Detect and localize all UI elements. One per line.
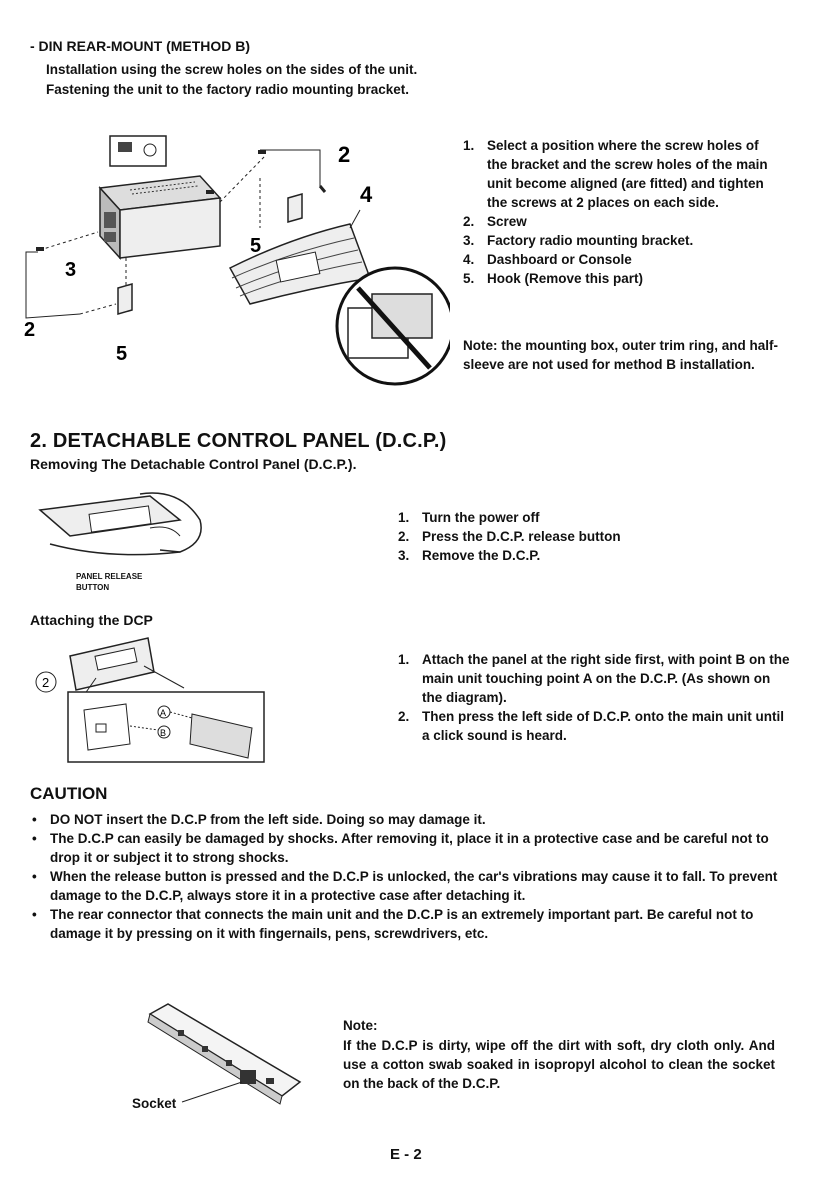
hook-right	[288, 194, 302, 222]
page-number: E - 2	[390, 1146, 422, 1163]
attaching-diagram	[30, 634, 270, 772]
dcp-remove-step: 1. Turn the power off	[398, 510, 540, 525]
label-3: 3	[65, 259, 77, 281]
removing-diagram	[30, 490, 220, 570]
top-panel-detail	[118, 142, 132, 152]
attach-step-circle-label: 2	[42, 675, 50, 690]
main-unit	[100, 176, 220, 258]
socket-label: Socket	[132, 1096, 177, 1111]
caution-title: CAUTION	[30, 784, 108, 803]
zoom-circle	[337, 268, 450, 384]
caution-item: • DO NOT insert the D.C.P from the left side. Doing so may damage it.	[28, 810, 786, 829]
panel-release-label-1: PANEL RELEASE	[76, 572, 143, 581]
caution-item: • When the release button is pressed and the D.C.P is unlocked, the car's vibrations may cause it to fall. To prevent damage to the D.C.P, always store it in a protective case after detaching it.	[28, 867, 786, 905]
method-b-intro-line2: Fastening the unit to the factory radio mounting bracket.	[46, 82, 410, 97]
panel-hole	[178, 1030, 184, 1036]
method-b-step: 1. Select a position where the screw holes of the bracket and the screw holes of the main unit become aligned (are fitted) and tighten the screws at 2 places on each side.	[463, 138, 768, 210]
socket-leader	[182, 1082, 242, 1102]
screw-right-2	[320, 186, 325, 192]
socket-note-title: Note:	[343, 1018, 378, 1033]
dcp-attach-steps	[398, 650, 793, 745]
rear-mount-diagram	[20, 128, 450, 388]
caution-item: • The D.C.P can easily be damaged by shocks. After removing it, place it in a protective case and be careful not to drop it or subject it to strong shocks.	[28, 829, 786, 867]
label-2-bottom: 2	[24, 319, 36, 341]
caution-list	[28, 810, 786, 943]
attach-top-panel	[70, 638, 154, 690]
caution-item: • The rear connector that connects the main unit and the D.C.P is an extremely important part. Be careful not to damage it by pressing on it with fingernails, pens, screwdrivers, etc.	[28, 905, 786, 943]
method-b-step: 4. Dashboard or Console	[463, 252, 632, 267]
dcp-attach-step: 1. Attach the panel at the right side first, with point B on the main unit touching point A on the D.C.P. (As shown on the diagram).	[398, 652, 790, 705]
dcp-remove-steps	[398, 508, 778, 565]
dcp-remove-step: 3. Remove the D.C.P.	[398, 548, 541, 563]
panel-hole	[226, 1060, 232, 1066]
dcp-removing-title: Removing The Detachable Control Panel (D.C.P.).	[30, 456, 357, 472]
panel-hole	[266, 1078, 274, 1084]
socket-connector	[240, 1070, 256, 1084]
screw-path-left	[40, 232, 98, 250]
method-b-step: 3. Factory radio mounting bracket.	[463, 233, 694, 248]
label-2-top: 2	[338, 142, 351, 167]
socket-note-text: If the D.C.P is dirty, wipe off the dirt with soft, dry cloth only. And use a cotton swab soaked in isopropyl alcohol to clean the socket on the back of the D.C.P.	[343, 1038, 775, 1091]
label-5-mid: 5	[250, 235, 262, 257]
method-b-intro-line1: Installation using the screw holes on the sides of the unit.	[46, 62, 418, 77]
top-panel-knob	[144, 144, 156, 156]
method-b-title: - DIN REAR-MOUNT (METHOD B)	[30, 38, 251, 54]
method-b-step: 2. Screw	[463, 214, 527, 229]
label-2-bracket-right	[260, 150, 320, 186]
finger-line	[150, 527, 180, 536]
hook-bottom	[118, 284, 132, 314]
point-a-label: A	[160, 708, 167, 718]
label-4-leader	[350, 210, 360, 228]
panel-hole	[202, 1046, 208, 1052]
dcp-attach-step: 2. Then press the left side of D.C.P. onto the main unit until a click sound is heard.	[398, 709, 785, 743]
dcp-attaching-title: Attaching the DCP	[30, 612, 153, 628]
method-b-note: Note: the mounting box, outer trim ring, and half-sleeve are not used for method B installation.	[463, 338, 778, 372]
method-b-step: 5. Hook (Remove this part)	[463, 271, 644, 286]
dcp-title: 2. DETACHABLE CONTROL PANEL (D.C.P.)	[30, 430, 447, 452]
screw-path-bottom	[80, 304, 116, 314]
zoom-leader-right	[144, 666, 184, 688]
screw-path-right	[220, 156, 265, 202]
point-b-label: B	[160, 728, 167, 738]
screw-left	[36, 247, 44, 251]
main-unit-edge	[84, 704, 130, 750]
method-b-steps	[463, 136, 781, 288]
label-5-bottom: 5	[116, 343, 128, 365]
panel-release-label-2: BUTTON	[76, 583, 110, 592]
screw-right-top	[258, 150, 266, 154]
dcp-back-panel	[150, 1004, 300, 1096]
screw-right	[206, 190, 214, 194]
label-4: 4	[360, 182, 373, 207]
dcp-remove-step: 2. Press the D.C.P. release button	[398, 529, 621, 544]
